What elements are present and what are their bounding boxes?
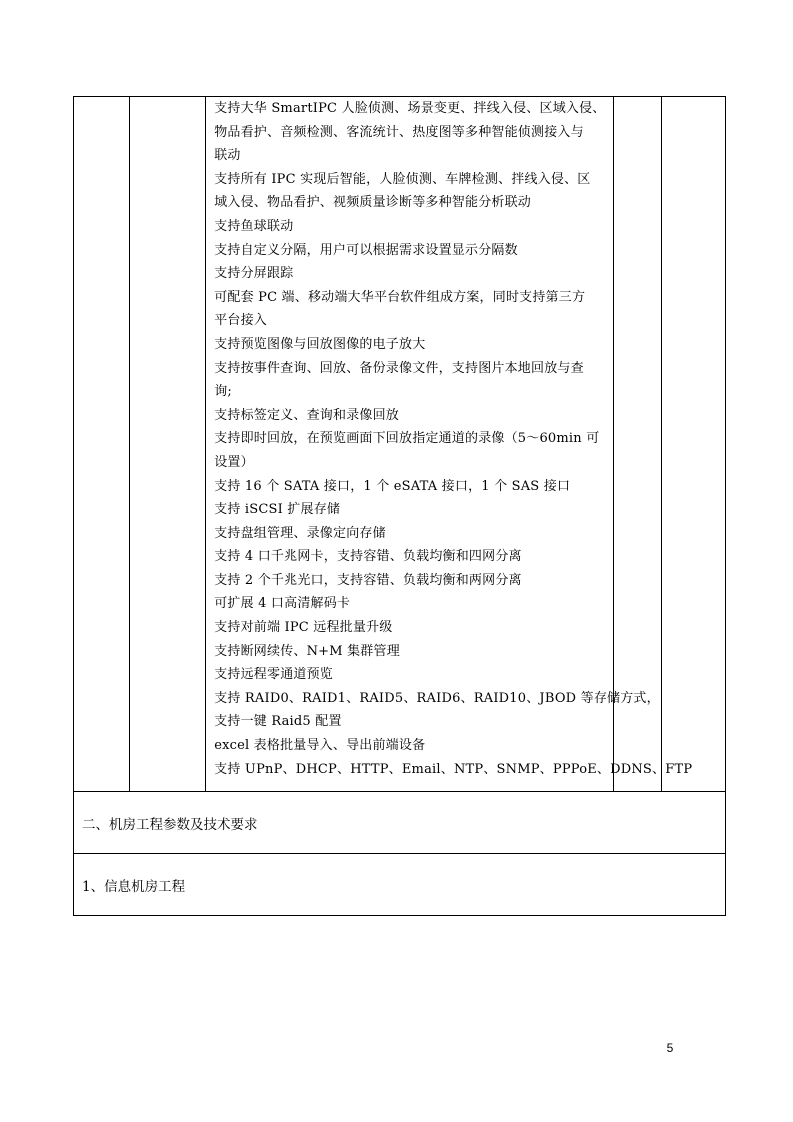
spec-line: 支持预览图像与回放图像的电子放大 xyxy=(214,336,426,352)
index-cell xyxy=(74,97,130,792)
spec-line: 支持按事件查询、回放、备份录像文件，支持图片本地回放与查 xyxy=(214,360,584,376)
spec-line: 支持 4 口千兆网卡，支持容错、负载均衡和四网分离 xyxy=(214,549,522,565)
item-name-cell xyxy=(130,97,206,792)
spec-line: 支持自定义分隔，用户可以根据需求设置显示分隔数 xyxy=(214,242,518,258)
spec-line: 支持鱼球联动 xyxy=(214,218,294,234)
spec-line: 平台接入 xyxy=(214,313,267,329)
spec-line: 可配套 PC 端、移动端大华平台软件组成方案，同时支持第三方 xyxy=(214,289,586,305)
spec-line: 支持 2 个千兆光口，支持容错、负载均衡和两网分离 xyxy=(214,572,522,588)
spec-line: 设置） xyxy=(214,454,254,470)
spec-line: 支持所有 IPC 实现后智能，人脸侦测、车牌检测、拌线入侵、区 xyxy=(214,171,591,187)
technical-spec-cell xyxy=(206,97,693,792)
spec-line: excel 表格批量导入、导出前端设备 xyxy=(214,738,426,754)
page-number: 5 xyxy=(666,1041,674,1055)
spec-line: 支持 iSCSI 扩展存储 xyxy=(214,502,341,518)
spec-line: 支持对前端 IPC 远程批量升级 xyxy=(214,620,393,636)
spec-line: 支持断网续传、N+M 集群管理 xyxy=(214,643,400,659)
table-row xyxy=(74,97,726,792)
spec-line: 支持 RAID0、RAID1、RAID5、RAID6、RAID10、JBOD 等存储方式， xyxy=(214,690,660,706)
table-row xyxy=(74,854,726,916)
table-row xyxy=(74,792,726,854)
remark-cell xyxy=(661,97,725,792)
spec-list xyxy=(214,97,693,781)
spec-line: 询; xyxy=(214,384,232,400)
quantity-cell xyxy=(613,97,661,792)
spec-line: 支持一键 Raid5 配置 xyxy=(214,714,342,730)
spec-line: 支持大华 SmartIPC 人脸侦测、场景变更、拌线入侵、区域入侵、 xyxy=(214,101,606,116)
spec-line: 支持即时回放，在预览画面下回放指定通道的录像（5～60min 可 xyxy=(214,431,600,447)
spec-line: 支持标签定义、查询和录像回放 xyxy=(214,407,399,423)
spec-line: 支持分屏跟踪 xyxy=(214,266,294,282)
specification-table xyxy=(73,96,726,916)
spec-line: 联动 xyxy=(214,148,241,164)
spec-line: 支持远程零通道预览 xyxy=(214,667,333,683)
section-heading: 二、机房工程参数及技术要求 xyxy=(74,792,726,854)
spec-line: 域入侵、物品看护、视频质量诊断等多种智能分析联动 xyxy=(214,195,531,211)
subsection-heading: 1、信息机房工程 xyxy=(74,854,726,916)
spec-line: 支持 UPnP、DHCP、HTTP、Email、NTP、SNMP、PPPoE、DDNS、FTP xyxy=(214,761,693,777)
spec-line: 支持盘组管理、录像定向存储 xyxy=(214,525,386,541)
spec-line: 物品看护、音频检测、客流统计、热度图等多种智能侦测接入与 xyxy=(214,124,584,140)
spec-line: 可扩展 4 口高清解码卡 xyxy=(214,596,351,612)
spec-line: 支持 16 个 SATA 接口，1 个 eSATA 接口，1 个 SAS 接口 xyxy=(214,478,571,494)
